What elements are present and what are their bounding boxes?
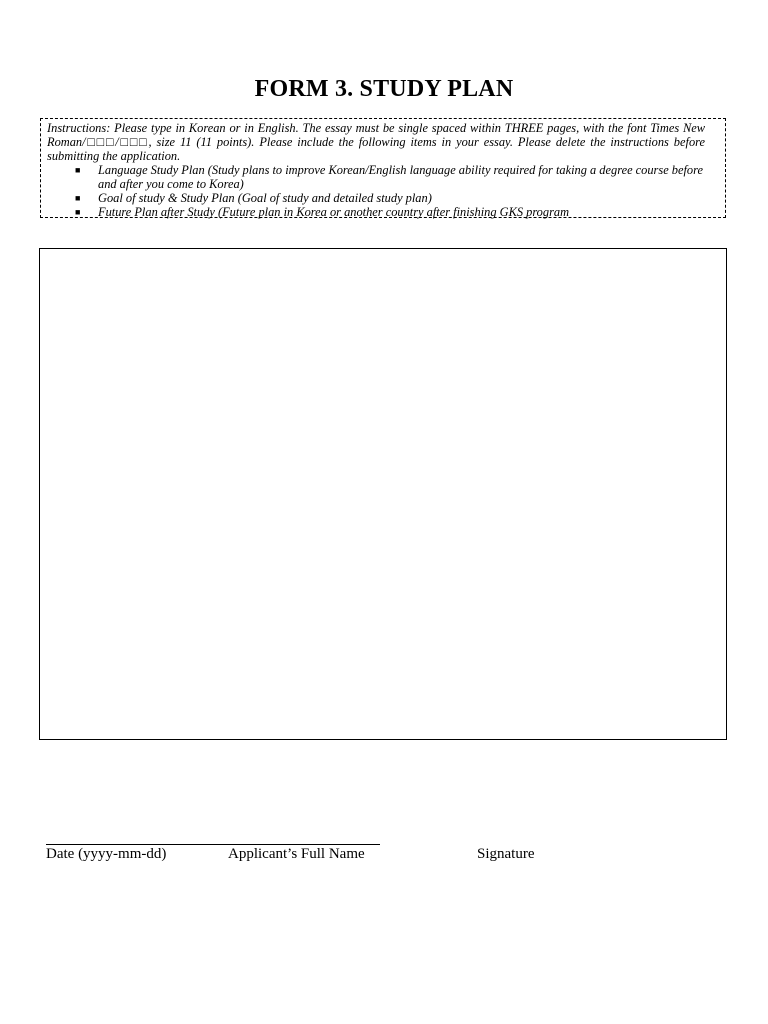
date-label: Date (yyyy-mm-dd) bbox=[46, 846, 167, 862]
instructions-list bbox=[47, 163, 705, 219]
instructions-box bbox=[40, 118, 726, 218]
list-item-text: Goal of study & Study Plan (Goal of study and detailed study plan) bbox=[98, 191, 432, 205]
list-item bbox=[47, 191, 705, 205]
square-bullet-icon: ■ bbox=[75, 193, 81, 203]
signature-line bbox=[46, 844, 380, 845]
instructions-text: Instructions: Please type in Korean or in English. The essay must be single spaced within THREE pages, with the font Times New Roman/□□□/□□□, size 11 (11 points). Please include the following items in your essay. Please delete the instructions before submitting the application. bbox=[47, 121, 705, 163]
square-bullet-icon: ■ bbox=[75, 207, 81, 217]
square-bullet-icon: ■ bbox=[75, 165, 81, 175]
signature-label: Signature bbox=[477, 846, 535, 862]
form-title: FORM 3. STUDY PLAN bbox=[254, 76, 514, 102]
list-item bbox=[47, 163, 705, 191]
list-item bbox=[47, 205, 705, 219]
list-item-text: Future Plan after Study (Future plan in Korea or another country after finishing GKS program bbox=[98, 205, 570, 219]
applicant-name-label: Applicant’s Full Name bbox=[228, 846, 365, 862]
list-item-text: Language Study Plan (Study plans to improve Korean/English language ability required for taking a degree course before and after you come to Korea) bbox=[98, 163, 703, 191]
essay-text-area[interactable] bbox=[39, 248, 727, 740]
